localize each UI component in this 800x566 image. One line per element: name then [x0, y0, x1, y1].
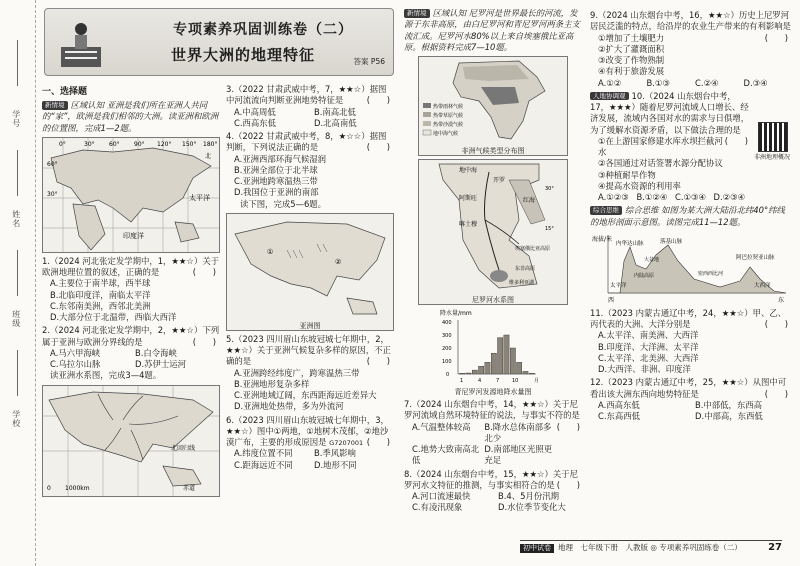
section-title: 一、选择题: [42, 87, 88, 97]
option[interactable]: D.北高南低: [314, 117, 357, 128]
svg-text:太平洋: 太平洋: [610, 282, 627, 289]
option[interactable]: D.中部高，东西低: [695, 411, 763, 421]
option[interactable]: A.纬度位置不同: [234, 448, 293, 459]
precipitation-chart-svg: [438, 308, 548, 384]
question-1: 1.（2024 河北张定发学期中，1，★★☆）关于欧洲地理位置的叙述，正确的是 ( ) A.主要位于南半球，西半球 B.北临印度洋，南临太平洋 C.东邻南美洲，西邻北美洲 D.大部分位于北温带，西临大西洋: [42, 255, 220, 323]
student-illustration: [59, 17, 103, 69]
option[interactable]: D.南部地区光照更充足: [484, 444, 553, 466]
option[interactable]: A.河口流速最快: [412, 491, 471, 501]
precip-bar-11: [523, 371, 528, 374]
svg-text:0°: 0°: [59, 140, 66, 148]
option[interactable]: C.②④: [695, 77, 719, 88]
intro-3: 读下图，完成5—6题。: [240, 198, 327, 209]
svg-text:热带草原气候: 热带草原气候: [433, 113, 464, 119]
school-field: 学校: [11, 410, 21, 428]
question-12: 12.（2023 内蒙古通辽中考，25，★★☆）从图中可看出该大洲东西向地势特征是 ( ) A.西高东低 B.中部低，东西高 C.东高西低 D.中部高，东西低: [590, 377, 792, 422]
ytick: 100: [442, 359, 452, 365]
svg-text:印度洋: 印度洋: [123, 231, 144, 240]
svg-text:0: 0: [47, 484, 51, 492]
nile-river-map: [418, 159, 568, 305]
precip-bar-6: [491, 353, 496, 374]
qr-code-icon[interactable]: [758, 122, 788, 152]
ytick: 300: [442, 333, 452, 339]
question-11: 11.（2023 内蒙古通辽中考，24，★★☆）甲、乙、丙代表的大洲、大洋分别是 ( ) A.太平洋、南美洲、大西洋 B.印度洋、大洋洲、太平洋 C.太平洋、北美洲、大西洋 D.大西洋、非洲、印度洋: [590, 308, 792, 376]
asia-europe-map: [42, 137, 220, 253]
option[interactable]: C.亚洲地域辽阔，东西距海远近差异大: [234, 390, 377, 400]
intro-2: 读亚洲水系图，完成3—4题。: [50, 370, 162, 381]
question-10: 人地协调观 10.（2024 山东烟台中考，17，★★★）随着尼罗河流域人口增长、经济发展，流域内各国对水的需求与日俱增，为了缓解水资源矛盾，以下做法合理的是 ( ) ①在上游国家修建水库水坝拦截河水 ②各国通过对话签署水源分配协议 ③种植耐旱作物 ④提高水资源的利用率 A.①②③ B.①②④ C.①③④ D.②③④: [590, 91, 792, 204]
option[interactable]: B.①②④: [636, 192, 668, 202]
map-caption: 尼罗河水系图: [472, 296, 514, 305]
svg-text:赤道: 赤道: [183, 484, 196, 492]
option[interactable]: A.马六甲海峡: [50, 347, 101, 358]
option[interactable]: A.气温整体较高: [412, 421, 471, 432]
option[interactable]: C.地势大致南高北低: [412, 444, 480, 466]
svg-text:埃塞俄比亚高原: 埃塞俄比亚高原: [515, 246, 551, 252]
option[interactable]: D.我国位于亚洲的南部: [234, 187, 319, 198]
option[interactable]: A.①②: [598, 77, 622, 88]
student-id-field: 学号: [11, 110, 21, 128]
option[interactable]: D.苏伊士运河: [135, 359, 186, 370]
statement: ②各国通过对话签署水源分配协议: [598, 158, 723, 169]
svg-text:红海: 红海: [523, 197, 536, 204]
svg-text:东非高原: 东非高原: [515, 266, 536, 272]
svg-text:30°: 30°: [47, 190, 58, 198]
student-id-line: [17, 40, 18, 86]
intro-4: 新情境 区域认知 尼罗河是世界最长的河流，发源于东非高原，由白尼罗河和青尼罗河两条主支流汇成。尼罗河水80%以上来自埃塞俄比亚高原。根据资料完成7—10题。: [404, 8, 580, 52]
asia-river-map: [42, 385, 220, 497]
svg-text:180°: 180°: [203, 140, 218, 148]
option[interactable]: C.东高西低: [598, 411, 641, 421]
option[interactable]: C.有凌汛现象: [412, 502, 463, 513]
svg-text:大盆地: 大盆地: [644, 256, 660, 263]
svg-text:60°: 60°: [109, 140, 120, 148]
svg-text:热带雨林气候: 热带雨林气候: [433, 104, 464, 110]
option[interactable]: B.季风影响: [314, 448, 356, 459]
option[interactable]: B.印度洋、大洋洲、太平洋: [598, 341, 699, 352]
precip-bar-12: [529, 373, 534, 374]
option[interactable]: B.亚洲地形复杂多样: [234, 378, 310, 389]
column-1: [42, 84, 220, 500]
banner-subtitle: 世界大洲的地理特征: [171, 46, 316, 64]
xtick: 月: [534, 378, 540, 384]
xtick: 4: [478, 378, 482, 384]
svg-text:内陆高原: 内陆高原: [634, 272, 655, 279]
svg-text:60°: 60°: [47, 160, 58, 168]
option[interactable]: B.北临印度洋，南临太平洋: [50, 289, 151, 300]
footer-text: 地理 七年级下册 人教版 ◎ 专项素养巩固练卷（二）: [558, 543, 742, 552]
question-2: 2.（2024 河北张定发学期中，2，★★☆）下列属于亚洲与欧洲分界线的是 ( ) A.马六甲海峡 B.白令海峡 C.乌拉尔山脉 D.苏伊士运河: [42, 325, 220, 370]
option[interactable]: A.西高东低: [598, 399, 640, 410]
question-8: 8.（2024 山东烟台中考，15，★★☆）关于尼罗河水文特征的推测，与事实相符合的是 ( ) A.河口流速最快 B.4、5月份汛期 C.有凌汛现象 D.水位季节变化大: [404, 469, 584, 514]
class-field: 班级: [11, 310, 21, 328]
option[interactable]: A.亚洲跨经纬度广，跨寒温热三带: [234, 367, 360, 378]
map-caption: 亚洲图: [299, 322, 321, 330]
ytick: 400: [442, 320, 452, 326]
option[interactable]: A.中高周低: [234, 106, 276, 117]
svg-text:阿巴拉契亚山脉: 阿巴拉契亚山脉: [736, 254, 775, 261]
svg-text:120°: 120°: [157, 140, 172, 148]
statement: ①在上游国家修建水库水坝拦截河水: [598, 135, 723, 157]
intro-1: 新情境 区域认知 亚洲是我们所在亚洲人共同的“家”，欧洲是我们相邻的大洲。读亚洲和欧洲的位置图，完成1—2题。: [42, 100, 219, 133]
precip-bar-2: [466, 373, 471, 374]
question-5: 5.（2023 四川眉山东坡冠城七年期中，2，★★☆）关于亚洲气候复杂多样的原因，不正确的是 ( ) A.亚洲跨经纬度广，跨寒温热三带 B.亚洲地形复杂多样 C.亚洲地域辽阔，东西距海远近差异大 D.亚洲地处热带，多为外流河: [226, 334, 394, 413]
svg-text:喀土穆: 喀土穆: [459, 221, 478, 228]
option[interactable]: C.东邻南美洲，西邻北美洲: [50, 300, 151, 311]
svg-text:维多利亚湖: 维多利亚湖: [509, 280, 535, 286]
svg-text:内华达山脉: 内华达山脉: [616, 240, 644, 247]
xtick: 10: [512, 378, 519, 384]
svg-text:大西洋: 大西洋: [754, 282, 771, 289]
asia-map: [226, 213, 394, 331]
svg-text:北: 北: [205, 152, 212, 160]
svg-text:30°: 30°: [84, 140, 95, 148]
option[interactable]: B.中部低，东西高: [695, 399, 763, 410]
school-line: [17, 350, 18, 396]
banner-title: 专项素养巩固训练卷（二）: [173, 22, 353, 38]
statement: ④有利于旅游发展: [598, 66, 665, 77]
name-line: [17, 150, 18, 196]
svg-text:海拔/米: 海拔/米: [592, 235, 613, 243]
option[interactable]: A.太平洋、南美洲、大西洋: [598, 330, 699, 341]
option[interactable]: A.主要位于南半球，西半球: [50, 278, 151, 289]
question-9: 9.（2024 山东烟台中考，16，★★☆）历史上尼罗河居民泛滥的特点，给沿岸的农业生产带来的有利影响是 ( ) ①增加了土壤肥力 ②扩大了灌溉面积 ③改变了作物熟制 ④有利于旅游发展 A.①② B.①③ C.②④ D.③④: [590, 10, 791, 88]
option[interactable]: A.①②③: [598, 192, 629, 202]
svg-text:太平洋: 太平洋: [189, 193, 210, 202]
binding-strip: [0, 0, 36, 566]
precip-bar-1: [460, 373, 465, 374]
svg-text:15°: 15°: [545, 226, 554, 232]
title-banner: [44, 8, 394, 76]
svg-text:密西西比河: 密西西比河: [698, 270, 724, 277]
terrain-profile: [590, 231, 792, 305]
precipitation-chart: [438, 308, 548, 396]
precip-bar-3: [472, 370, 477, 374]
option[interactable]: B.①③: [646, 77, 670, 88]
question-7: 7.（2024 山东烟台中考，14，★★☆）关于尼罗河流域自然环境特征的说法，与事实不符的是 ( ) A.气温整体较高 B.降水总体南部多北少 C.地势大致南高北低 D.南部地区光照更充足: [404, 399, 580, 466]
svg-text:落基山脉: 落基山脉: [660, 238, 683, 245]
option[interactable]: D.大西洋、非洲、印度洋: [598, 364, 691, 374]
svg-text:①: ①: [267, 247, 274, 256]
svg-text:30°: 30°: [545, 186, 554, 192]
option[interactable]: B.4、5月份汛期: [498, 491, 559, 501]
tag-badge: 新情境: [42, 101, 68, 110]
column-4: [590, 8, 792, 422]
statement: ③改变了作物熟制: [598, 55, 665, 65]
svg-text:东: 东: [778, 296, 785, 304]
page-number: 27: [768, 542, 782, 553]
svg-text:地中海气候: 地中海气候: [433, 131, 459, 137]
question-3: 3.（2022 甘肃武威中考，7，★★☆）据图中河流流向判断亚洲地势特征是 ( ) A.中高周低 B.南高北低 C.西高东低 D.北高南低: [226, 84, 394, 129]
intro-5: 综合思维 综合思维 如图为某大洲大陆沿北纬40°纬线的地形剖面示意图。读图完成11—12题。: [590, 205, 785, 227]
option[interactable]: C.距海远近不同: [234, 459, 293, 470]
chart-caption: 青尼罗河发源地降水量图: [454, 388, 532, 397]
option[interactable]: B.降水总体南部多北少: [484, 421, 552, 443]
svg-text:②: ②: [335, 257, 342, 266]
precip-bar-9: [510, 348, 515, 374]
statement: ③种植耐旱作物: [598, 169, 656, 180]
statement: ④提高水资源的利用率: [598, 180, 681, 191]
option[interactable]: C.乌拉尔山脉: [50, 359, 101, 370]
precip-bar-4: [479, 366, 484, 374]
map-caption: 非洲气候类型分布图: [461, 147, 525, 156]
option[interactable]: D.亚洲地处热带，多为外流河: [234, 401, 344, 412]
option[interactable]: B.南高北低: [314, 106, 356, 117]
svg-text:阿斯旺: 阿斯旺: [459, 195, 478, 202]
option[interactable]: B.亚洲全部位于北半球: [234, 164, 318, 175]
africa-climate-map: [418, 56, 568, 156]
option[interactable]: C.太平洋、北美洲、大西洋: [598, 352, 699, 363]
column-2: [226, 82, 394, 471]
option[interactable]: D.③④: [743, 77, 768, 88]
question-4: 4.（2022 甘肃武威中考，8，★☆☆）据图判断，下列说法正确的是 ( ) A.亚洲西部环海气候湿润 B.亚洲全部位于北半球 C.亚洲地跨寒温热三带 D.我国位于亚洲的南部: [226, 131, 394, 199]
option[interactable]: B.白令海峡: [135, 347, 177, 358]
svg-text:开罗: 开罗: [493, 177, 506, 184]
option[interactable]: D.大部分位于北温带，西临大西洋: [50, 312, 177, 323]
chart-ylabel: 降水量/mm: [440, 310, 472, 317]
ytick: 0: [446, 372, 450, 378]
column-3: [404, 8, 584, 514]
question-code: G7207001: [329, 439, 364, 447]
svg-text:1000km: 1000km: [65, 484, 90, 492]
svg-text:热带沙漠气候: 热带沙漠气候: [433, 122, 464, 128]
question-6: 6.（2023 四川眉山东坡冠城七年期中，3，★★☆）图中①两地，①地树木茂郁，②地沙漠广布，主要的形成原因是 G7207001 ( ) A.纬度位置不同 B.季风影响 C.距海远近不同 D.地形不同: [226, 415, 394, 471]
name-field: 姓名: [11, 210, 21, 228]
precip-bar-10: [517, 362, 522, 374]
option[interactable]: C.①③④: [675, 192, 707, 202]
option[interactable]: D.地形不同: [314, 459, 357, 470]
svg-text:地中海: 地中海: [459, 167, 478, 174]
statement: ①增加了土壤肥力: [598, 32, 665, 43]
svg-text:150°: 150°: [182, 140, 197, 148]
precip-bar-8: [504, 335, 509, 374]
option[interactable]: D.水位季节变化大: [498, 502, 566, 513]
qr-caption: 非洲地理概况: [754, 154, 791, 161]
xtick: 7: [496, 378, 500, 384]
xtick: 1: [460, 378, 464, 384]
option[interactable]: A.亚洲西部环海气候湿润: [234, 153, 326, 164]
precip-bar-7: [498, 338, 503, 374]
ytick: 200: [442, 346, 452, 352]
svg-text:北回归线: 北回归线: [171, 444, 196, 452]
option[interactable]: C.亚洲地跨寒温热三带: [234, 176, 318, 186]
statement: ②扩大了灌溉面积: [598, 43, 665, 54]
svg-text:90°: 90°: [134, 140, 145, 148]
svg-text:西: 西: [608, 296, 615, 304]
page-footer: [520, 540, 782, 554]
footer-brand: 初中试卷: [520, 544, 554, 553]
class-line: [17, 250, 18, 296]
answer-ref: 答案 P56: [353, 57, 385, 66]
option[interactable]: D.②③④: [713, 192, 746, 202]
precip-bar-5: [485, 362, 490, 374]
option[interactable]: C.西高东低: [234, 117, 277, 128]
